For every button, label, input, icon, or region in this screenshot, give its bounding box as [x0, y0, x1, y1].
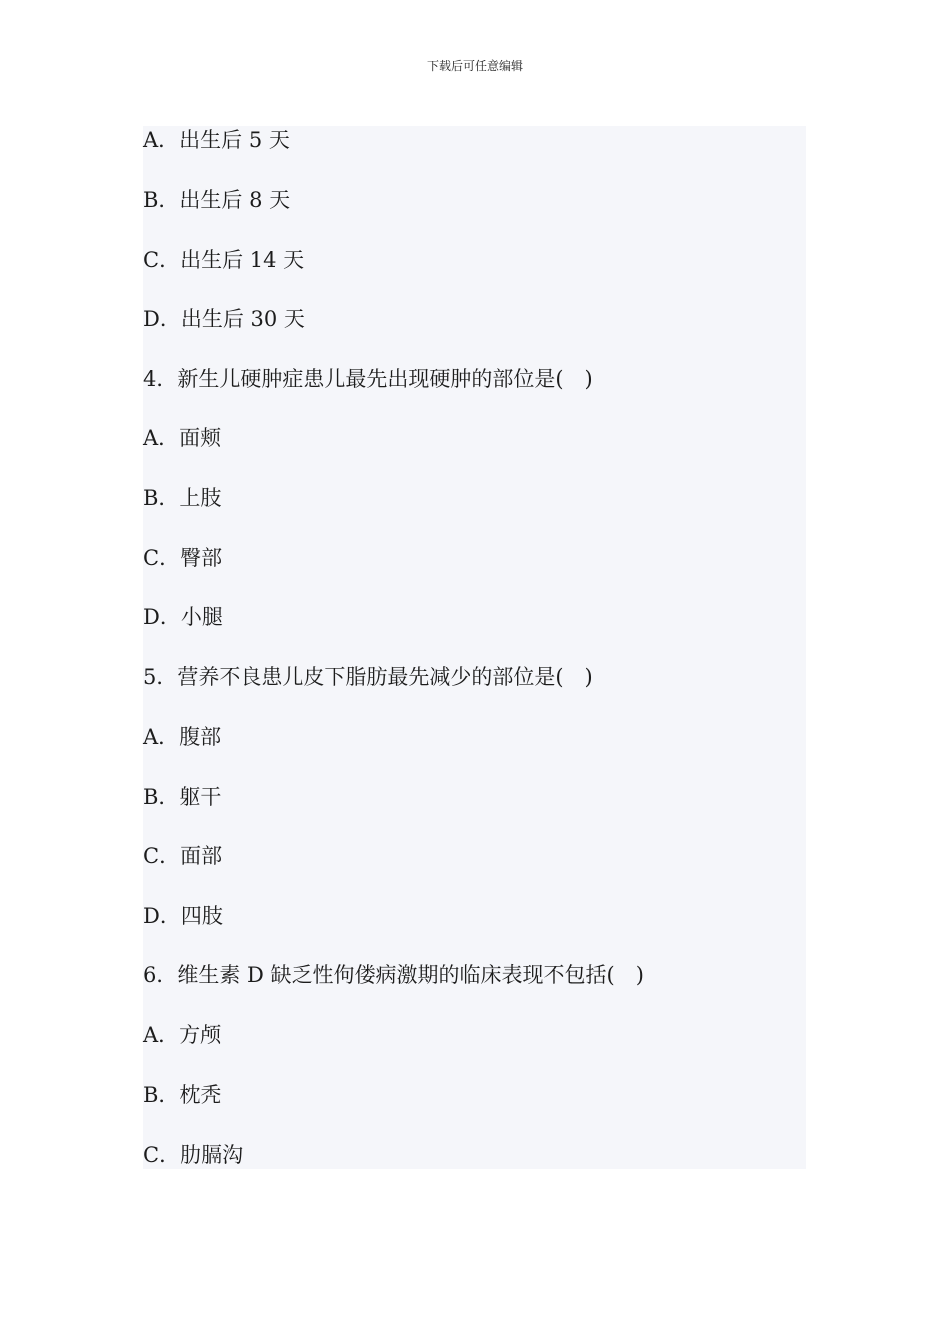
- option-d-q4: D．小腿: [143, 605, 223, 629]
- option-d-q5: D．四肢: [143, 904, 223, 928]
- question-4: 4．新生儿硬肿症患儿最先出现硬肿的部位是( ): [143, 367, 593, 391]
- option-c-q3: C．出生后 14 天: [143, 248, 305, 272]
- page-header-note: 下载后可任意编辑: [426, 59, 523, 73]
- option-a-q4: A．面颊: [143, 426, 222, 450]
- question-5: 5．营养不良患儿皮下脂肪最先减少的部位是( ): [143, 665, 593, 689]
- option-a-q6: A．方颅: [143, 1023, 222, 1047]
- content-panel: [143, 126, 806, 1169]
- option-a-q3: A．出生后 5 天: [143, 128, 290, 152]
- option-b-q4: B．上肢: [143, 486, 222, 510]
- option-c-q6: C．肋膈沟: [143, 1143, 244, 1167]
- option-d-q3: D．出生后 30 天: [143, 307, 305, 331]
- option-b-q3: B．出生后 8 天: [143, 188, 291, 212]
- option-b-q6: B．枕秃: [143, 1083, 222, 1107]
- option-b-q5: B．躯干: [143, 785, 222, 809]
- option-c-q5: C．面部: [143, 844, 223, 868]
- option-a-q5: A．腹部: [143, 725, 222, 749]
- question-6: 6．维生素 D 缺乏性佝偻病激期的临床表现不包括( ): [143, 963, 644, 987]
- option-c-q4: C．臀部: [143, 546, 223, 570]
